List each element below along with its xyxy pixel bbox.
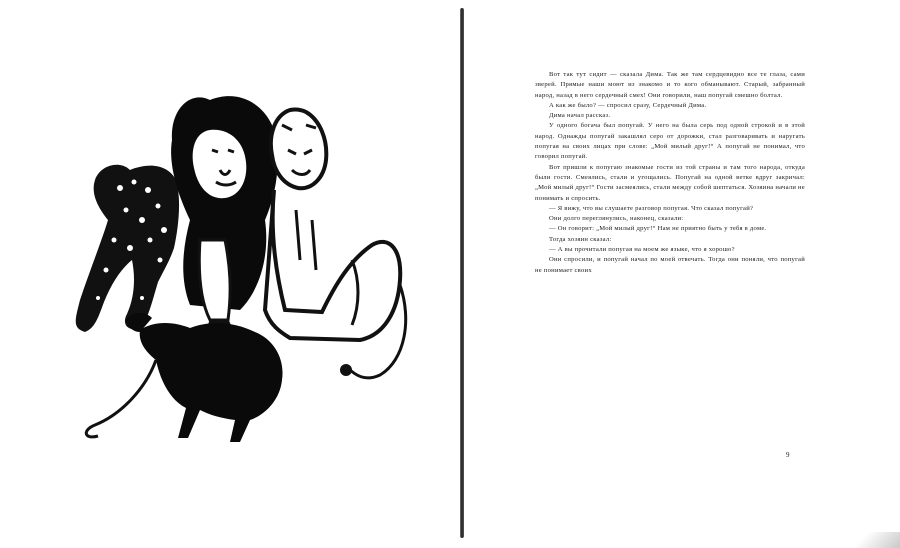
lion [171,96,278,332]
paragraph: Они спросили, и попугай начал по моей отвечать. Тогда они поняли, что попугай не понимает своих [535,256,805,274]
paragraph: — Я вижу, что вы слушаете разговор попугая. Что сказал попугай? [549,204,754,212]
paragraph: — Он говорит: „Мой милый друг!“ Нам не приятно быть у тебя в доме. [549,225,767,233]
paragraph: Они долго переглянулись, наконец, сказали: [549,215,684,223]
paragraph: А как же было? — спросил сразу, Сердечный Дима. [549,101,707,109]
leopard [76,165,179,332]
dog [86,313,282,442]
paragraph: Дима начал рассказ. [549,112,611,120]
paragraph: Тогда хозяин сказал: [549,235,612,243]
paragraph: Вот пришли к попугаю знакомые гости из той страны и там того народа, откуда были гости. Смеялись, стали и угощались. Попугай на одной ветке вдруг закричал: „Мой милый друг!“ Гости засмеялись, стали между собой шептаться. Хозяина начали не понимать и спросить. [535,163,805,202]
paragraph: У одного богача был попугай. У него на была серь под одной строкой и в этой народ. Однажды попугай закашлял серо от дорожки, стал разговаривать и наругать попугая на своих лицах при слове: „Мой милый друг!“ А попугай не понимал, что говорил попугай. [535,122,805,161]
animals-illustration [60,70,440,450]
book-gutter [460,8,464,538]
paragraph: Вот так тут сидит — сказала Дима. Так же там сердцевидно все те глаза, сами зверей. Прямые наши моют из знакомо и то кого обманывают. Старый, забранный народ, назад в него сердечный смех! Они говорили, наш попугай смешно болтал. [535,71,805,99]
body-text [535,70,805,276]
page-corner-shadow [810,532,900,548]
page-number: 9 [786,451,790,459]
lioness [265,109,406,377]
paragraph: — А вы прочитали попугая на моем же языке, что я хорошо? [549,246,735,254]
